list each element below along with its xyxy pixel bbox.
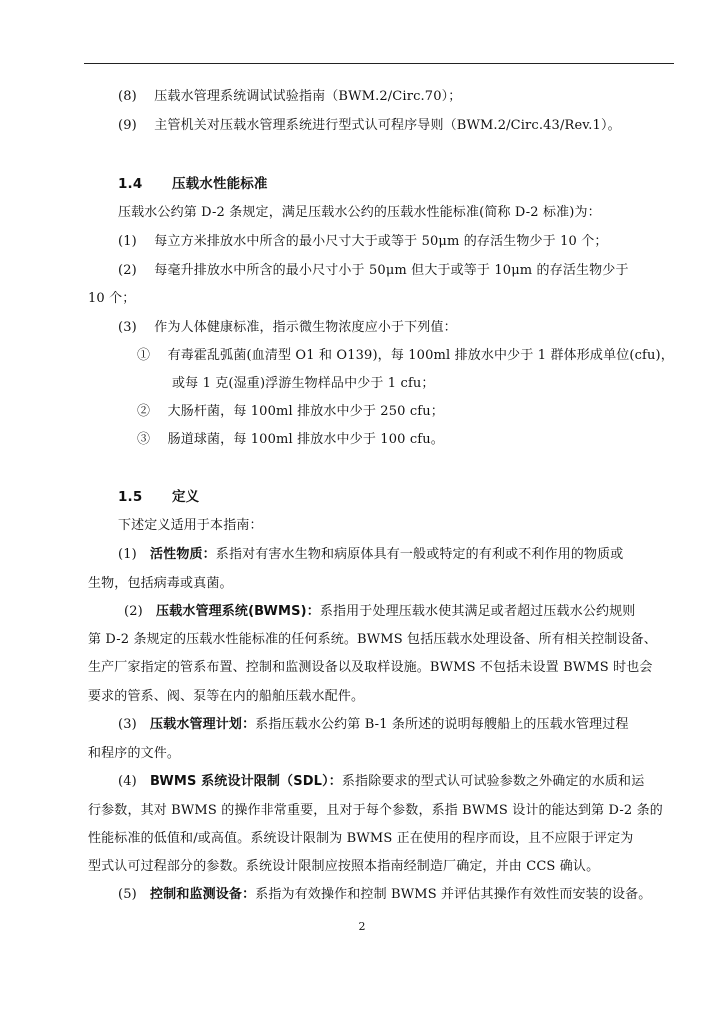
definition-2 [124,603,635,621]
list-item-1: (1) 每立方米排放水中所含的最小尺寸大于或等于 50μm 的存活生物少于 10 个； [118,234,608,249]
definition-3-number: (3) [118,717,137,732]
section-1-4-number: 1.4 [118,176,143,192]
definition-2-number: (2) [124,604,143,619]
definition-1-term: 活性物质： [150,547,216,562]
definition-2-cont: 生产厂家指定的管系布置、控制和监测设备以及取样设施。BWMS 不包括未设置 BWMS 时也会 [88,660,653,675]
definition-4-cont: 性能标准的低值和/或高值。系统设计限制为 BWMS 正在使用的程序而设，且不应限于评定为 [88,831,634,846]
definition-4-cont: 行参数，其对 BWMS 的操作非常重要，且对于每个参数，系指 BWMS 设计的能达到第 D-2 条的 [88,803,663,818]
definition-5 [118,886,651,904]
definition-4-number: (4) [118,774,137,789]
definition-4-cont: 型式认可过程部分的参数。系统设计限制应按照本指南经制造厂确定，并由 CCS 确认。 [88,859,600,874]
definition-2-cont: 要求的管系、阀、泵等在内的船舶压载水配件。 [88,689,365,704]
definition-3-text: 系指压载水公约第 B-1 条所述的说明每艘船上的压载水管理过程 [255,717,629,732]
sub-item-2: ② 大肠杆菌，每 100ml 排放水中少于 250 cfu； [137,404,444,419]
header-rule [84,63,674,64]
definition-5-term: 控制和监测设备： [150,887,256,902]
sub-item-3: ③ 肠道球菌，每 100ml 排放水中少于 100 cfu。 [137,432,444,447]
definition-1 [118,546,623,564]
definition-4-term: BWMS 系统设计限制（SDL）： [150,774,342,789]
list-item-2-cont: 10 个； [88,291,136,306]
list-item-2: (2) 每毫升排放水中所含的最小尺寸小于 50μm 但大于或等于 10μm 的存活生物少于 [118,263,629,278]
definition-3-term: 压载水管理计划： [150,717,256,732]
definition-1-cont: 生物，包括病毒或真菌。 [88,576,233,591]
definition-4-text: 系指除要求的型式认可试验参数之外确定的水质和运 [341,774,645,789]
definition-5-text: 系指为有效操作和控制 BWMS 并评估其操作有效性而安装的设备。 [255,887,652,902]
paragraph-line: 下述定义适用于本指南： [118,518,263,533]
definition-3-cont: 和程序的文件。 [88,746,181,761]
list-item-3: (3) 作为人体健康标准，指示微生物浓度应小于下列值： [118,320,457,335]
section-1-5-number: 1.5 [118,489,143,505]
definition-2-cont: 第 D-2 条规定的压载水性能标准的任何系统。BWMS 包括压载水处理设备、所有相关控制设备、 [88,632,657,647]
definition-3 [118,716,629,734]
definition-1-number: (1) [118,547,137,562]
sub-item-1: ① 有毒霍乱弧菌(血清型 O1 和 O139)，每 100ml 排放水中少于 1 群体形成单位(cfu)， [137,348,674,363]
definition-5-number: (5) [118,887,137,902]
paragraph-line: 压载水公约第 D-2 条规定，满足压载水公约的压载水性能标准(简称 D-2 标准)为： [118,205,601,220]
sub-item-1-cont: 或每 1 克(湿重)浮游生物样品中少于 1 cfu； [172,376,435,391]
reference-item-9: (9) 主管机关对压载水管理系统进行型式认可程序导则（BWM.2/Circ.43/Rev.1）。 [118,118,621,133]
page-number: 2 [358,920,366,933]
definition-2-term: 压载水管理系统(BWMS)： [156,604,320,619]
section-1-4-title: 压载水性能标准 [172,176,268,192]
definition-4 [118,773,644,791]
section-1-5-title: 定义 [172,489,200,505]
definition-2-text: 系指用于处理压载水使其满足或者超过压载水公约规则 [319,604,636,619]
reference-item-8: (8) 压载水管理系统调试试验指南（BWM.2/Circ.70）； [118,89,462,104]
definition-1-text: 系指对有害水生物和病原体具有一般或特定的有利或不利作用的物质或 [215,547,624,562]
